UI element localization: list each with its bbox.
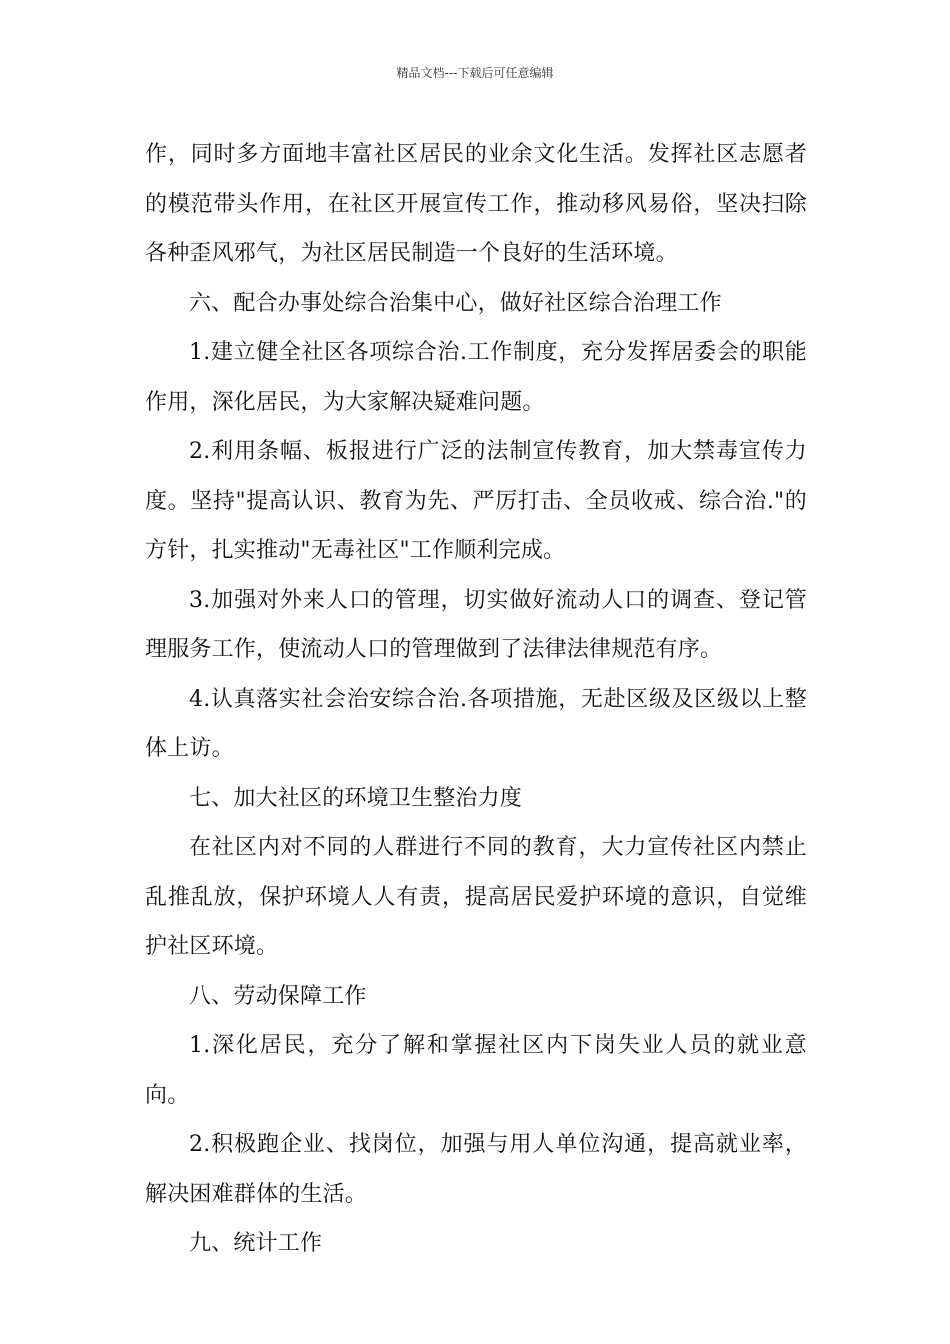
document-body — [145, 130, 807, 1269]
list-item-6-1: 1.建立健全社区各项综合治.工作制度，充分发挥居委会的职能作用，深化居民，为大家解决疑难问题。 — [145, 340, 807, 415]
section-heading-6: 六、配合办事处综合治集中心，做好社区综合治理工作 — [189, 290, 722, 316]
paragraph-continuation: 作，同时多方面地丰富社区居民的业余文化生活。发挥社区志愿者的模范带头作用，在社区开展宣传工作，推动移风易俗，坚决扫除各种歪风邪气，为社区居民制造一个良好的生活环境。 — [145, 142, 807, 266]
section-heading-8: 八、劳动保障工作 — [189, 983, 367, 1009]
list-item-6-2: 2.利用条幅、板报进行广泛的法制宣传教育，加大禁毒宣传力度。坚持"提高认识、教育为先、严厉打击、全员收戒、综合治."的方针，扎实推动"无毒社区"工作顺利完成。 — [145, 439, 807, 563]
list-item-8-1: 1.深化居民，充分了解和掌握社区内下岗失业人员的就业意向。 — [145, 1033, 807, 1108]
list-item-8-2: 2.积极跑企业、找岗位，加强与用人单位沟通，提高就业率，解决困难群体的生活。 — [145, 1132, 807, 1207]
section-heading-7: 七、加大社区的环境卫生整治力度 — [189, 785, 523, 811]
section-heading-9: 九、统计工作 — [189, 1231, 323, 1256]
page-header: 精品文档---下载后可任意编辑 — [396, 66, 554, 80]
list-item-6-4: 4.认真落实社会治安综合治.各项措施，无赴区级及区级以上整体上访。 — [145, 686, 807, 761]
paragraph-7-body: 在社区内对不同的人群进行不同的教育，大力宣传社区内禁止乱推乱放，保护环境人人有责，提高居民爱护环境的意识，自觉维护社区环境。 — [145, 835, 807, 959]
list-item-6-3: 3.加强对外来人口的管理，切实做好流动人口的调查、登记管理服务工作，使流动人口的管理做到了法律法律规范有序。 — [145, 587, 807, 662]
